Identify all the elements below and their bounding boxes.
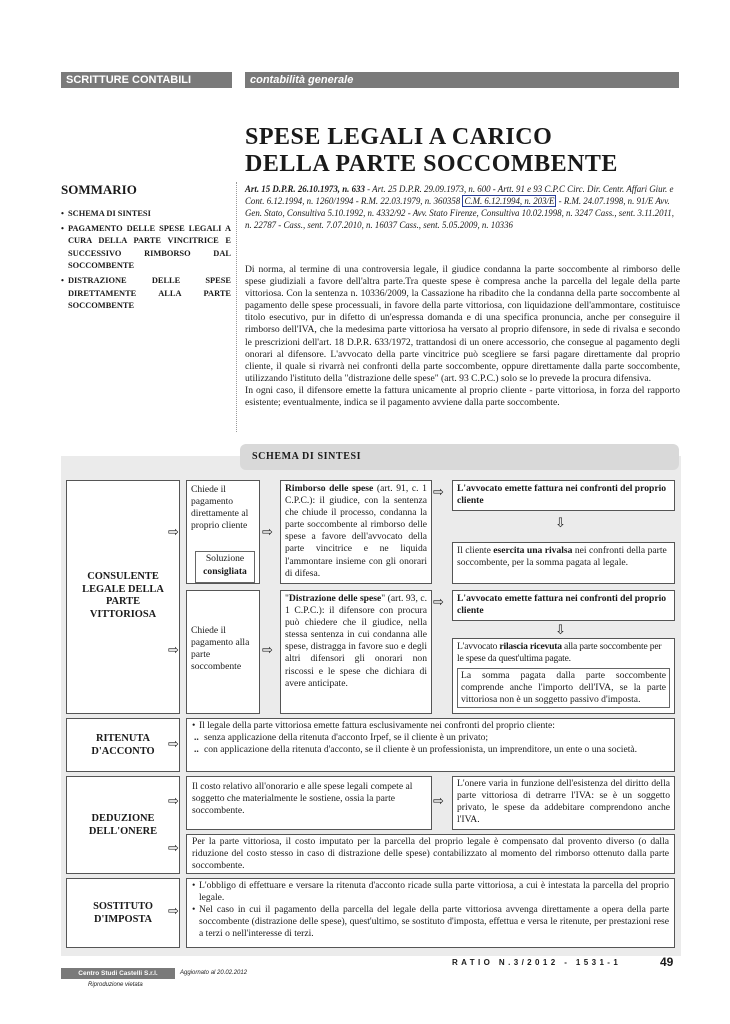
sommario-item[interactable]: • SCHEMA DI SINTESI [61,208,231,221]
footer-rights: Riproduzione vietata [88,982,143,988]
arrow-right-icon: ⇨ [433,595,444,610]
intro-paragraph-1: Di norma, al termine di una controversia legale, il giudice condanna la parte soccombente al rimborso delle spese giudiziali a favore dell'altra parte.Tra queste spese è compresa anche la parcella del legale della parte vittoriosa. Con la sentenza n. 10336/2009, la Cassazione ha ribadito che la condanna della parte soccombente al pagamento delle spese processuali, in favore della parte vittoriosa, con liquidazione dell'ammontare, costituisce titolo esecutivo, pur in difetto di un'espressa domanda e di una specifica pronuncia, anche per conseguire il rimborso dell'IVA, che la medesima parte vittoriosa ha versato al proprio difensore, in sede di rivalsa e secondo le prescrizioni dell'art. 18 D.P.R. 633/1972, trattandosi di un onere accessorio, che consegue al pagamento degli onorari al difensore. L'avvocato della parte vincitrice può scegliere se farsi pagare direttamente dal proprio cliente, il quale si rivarrà nei confronti della parte soccombente, oppure direttamente dalla parte soccombente, utilizzando l'istituto della "distrazione delle spese" (art. 93 C.P.C.) solo se lo prevede la procura difensiva. [245,264,680,384]
rivalsa-post: nei confronti della parte soccombente, per la somma pagata al legale. [457,545,667,569]
chiede-soccombente-box [186,590,260,714]
deduzione-label: DEDUZIONE DELL'ONERE [88,813,158,837]
chiede-cliente-text: Chiede il pagamento direttamente al proprio cliente [191,484,249,532]
schema-tab [240,444,679,470]
distrazione-quote: " [285,593,289,604]
references-main: Art. 15 D.P.R. 26.10.1973, n. 633 [245,184,365,194]
rimborso-box [280,480,432,584]
rivalsa-box [452,542,675,584]
schema-title: SCHEMA DI SINTESI [252,451,362,462]
page-number: 49 [660,955,674,969]
category-header: contabilità generale [245,72,679,88]
ritenuta-main: • Il legale della parte vittoriosa emette fattura esclusivamente nei confronti del proprio cliente: [192,720,669,732]
fattura-box-2: L'avvocato emette fattura nei confronti del proprio cliente [452,590,675,621]
references-text-2: - R.M. 24.07.1998, n. 91/E Avv. Gen. Stato, Consultiva 5.10.1992, n. 4332/92 - Avv. Stato Firenze, Consultiva 10.02.1998, n. 3247 Cass., sent. 3.11.2011, n. 22787 - Cass., sent. 7.07.2010, n. 16037 Cass., sent. 5.05.2009, n. 10336 [245,196,674,231]
consulente-box [66,480,180,714]
soluzione-badge [195,551,255,583]
ricevuta-bold: rilascia ricevuta [499,641,562,652]
sommario-item[interactable]: • PAGAMENTO DELLE SPESE LEGALI A CURA DELLA PARTE VINCITRICE E SUCCESSIVO RIMBORSO DAL SOCCOMBENTE [61,223,231,273]
rimborso-text: (art. 91, c. 1 C.P.C.): il giudice, con la sentenza che chiude il processo, condanna la parte soccombente al rimborso delle spese a favore dell'avvocato della parte vincitrice e ne liquida l'ammontare insieme con gli onorari di difesa. [285,483,427,579]
arrow-right-icon: ⇨ [262,525,273,540]
soluzione-consigliata: consigliata [203,566,247,577]
intro-text [245,264,680,409]
arrow-down-icon: ⇩ [555,516,566,531]
section-header: SCRITTURE CONTABILI [61,72,232,88]
deduzione-onere-box: L'onere varia in funzione dell'esistenza del diritto della parte vittoriosa di detrarre l'IVA: se è un soggetto privato, le spese da addebitare comprendono anche l'IVA. [452,776,675,830]
ritenuta-label: RITENUTA D'ACCONTO [91,733,155,757]
title-line-2: DELLA PARTE SOCCOMBENTE [245,151,618,177]
consulente-label: CONSULENTE LEGALE DELLA PARTE VITTORIOSA [82,571,164,620]
sommario [61,182,231,315]
footer-updated: Aggiornato al 20.02.2012 [180,970,248,976]
chiede-cliente-box [186,480,260,584]
arrow-right-icon: ⇨ [168,737,179,752]
ritenuta-case-b: .. con applicazione della ritenuta d'acconto, se il cliente è un professionista, un imprenditore, un ente o una società. [192,744,669,756]
deduzione-costo-box: Il costo relativo all'onorario e alle spese legali compete al soggetto che materialmente le sostiene, ossia la parte soccombente. [186,776,432,830]
distrazione-text: " (art. 93, c. 1 C.P.C.): il difensore con procura può chiedere che il giudice, nella stessa sentenza in cui condanna alle spese, distragga in favore suo e degli altri difensori gli onorari non riscossi e le spese che dichiara di avere anticipate. [285,593,427,689]
arrow-right-icon: ⇨ [168,904,179,919]
intro-paragraph-2: In ogni caso, il difensore emette la fattura unicamente al proprio cliente - parte vittoriosa, in forza del rapporto esistente; eventualmente, indica se il pagamento avviene dalla parte soccombente. [245,384,680,409]
arrow-right-icon: ⇨ [433,794,444,809]
title-line-1: SPESE LEGALI A CARICO [245,124,553,150]
soluzione-label: Soluzione [205,553,245,564]
references-text: - Art. 25 D.P.R. 29.09.1973, n. 600 - Artt. 91 e 93 C.P.C Circ. Dir. Centr. Affari Giur. e Cont. 6.12.1994, n. 1260/1994 - R.M. 22.03.1979, n. 360358 [245,184,674,207]
arrow-right-icon: ⇨ [262,643,273,658]
ritenuta-content [186,718,675,772]
page-title [245,124,685,178]
ritenuta-case-a: .. senza applicazione della ritenuta d'acconto Irpef, se il cliente è un privato; [192,732,669,744]
arrow-right-icon: ⇨ [168,794,179,809]
arrow-right-icon: ⇨ [168,841,179,856]
arrow-right-icon: ⇨ [168,643,179,658]
footer-ratio: RATIO N.3/2012 - 1531-1 [452,958,622,967]
references-highlighted: C.M. 6.12.1994, n. 203/E [464,196,555,207]
sostituto-box [66,878,180,948]
arrow-down-icon: ⇩ [555,623,566,638]
sommario-item[interactable]: • DISTRAZIONE DELLE SPESE DIRETTAMENTE ALLA PARTE SOCCOMBENTE [61,275,231,313]
legal-references [245,183,680,231]
rivalsa-bold: esercita una rivalsa [493,545,573,556]
ricevuta-box [452,638,675,714]
ricevuta-pre: L'avvocato [457,641,500,652]
sommario-title: SOMMARIO [61,182,137,197]
arrow-right-icon: ⇨ [168,525,179,540]
fattura-box-1: L'avvocato emette fattura nei confronti del proprio cliente [452,480,675,511]
sostituto-item-1: • L'obbligo di effettuare e versare la ritenuta d'acconto ricade sulla parte vittoriosa, a cui è intestata la parcella del proprio legale. [192,880,669,904]
sostituto-item-2: • Nel caso in cui il pagamento della parcella del legale della parte vittoriosa avvenga direttamente a opera della parte soccombente (distrazione delle spese), quest'ultimo, se sostituto d'imposta, effettua e versa le ritenute, per prestazioni rese a terzi o nell'interesse di terzi. [192,904,669,940]
distrazione-title: Distrazione delle spese [288,593,382,604]
sostituto-content [186,878,675,948]
rimborso-title: Rimborso delle spese [285,483,374,494]
ricevuta-post: alla parte soccombente per le spese da quest'ultima pagate. [457,641,662,665]
deduzione-box [66,776,180,874]
ritenuta-box [66,718,180,772]
sommario-list [61,208,231,313]
arrow-right-icon: ⇨ [433,485,444,500]
chiede-soccombente-text: Chiede il pagamento alla parte soccombente [191,625,250,673]
somma-note: La somma pagata dalla parte soccombente comprende anche l'importo dell'IVA, se la parte vittoriosa non è un soggetto passivo d'imposta. [457,668,670,708]
distrazione-box [280,590,432,714]
deduzione-vittoriosa-box: Per la parte vittoriosa, il costo imputato per la parcella del proprio legale è compensato dal provento diverso (o dalla riduzione del costo stesso in caso di distrazione delle spese) contabilizzato al momento del rimborso ottenuto dalla parte soccombente. [186,834,675,874]
rivalsa-pre: Il cliente [457,545,494,556]
publisher-badge: Centro Studi Castelli S.r.l. [61,968,175,979]
column-divider [236,182,237,432]
sostituto-label: SOSTITUTO D'IMPOSTA [93,901,153,925]
